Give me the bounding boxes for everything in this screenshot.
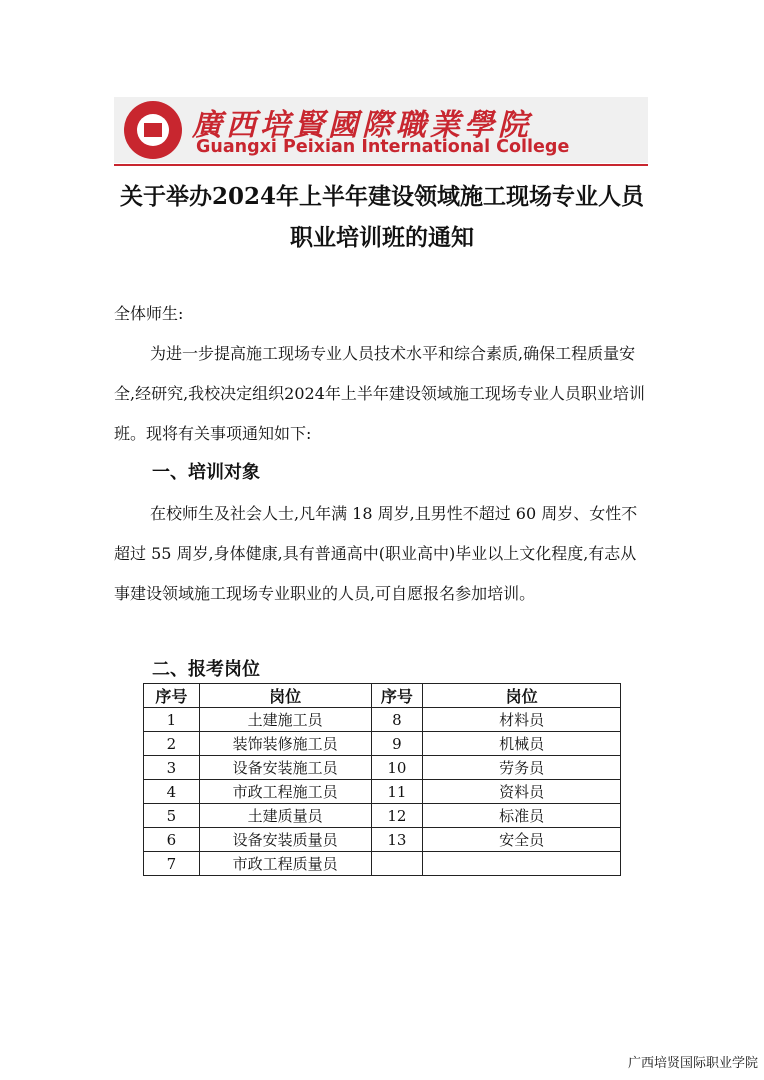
cell-position (423, 852, 621, 876)
cell-position: 土建质量员 (199, 804, 371, 828)
notice-title-line2: 职业培训班的通知 (290, 224, 474, 251)
column-header-position: 岗位 (199, 684, 371, 708)
cell-number: 9 (371, 732, 423, 756)
table-row (144, 804, 621, 828)
section-heading-training-targets: 一、培训对象 (152, 462, 260, 483)
cell-position: 机械员 (423, 732, 621, 756)
intro-paragraph: 为进一步提高施工现场专业人员技术水平和综合素质,确保工程质量安全,经研究,我校决定组织2024年上半年建设领域施工现场专业人员职业培训班。现将有关事项通知如下: (114, 344, 645, 443)
cell-number (371, 852, 423, 876)
cell-number: 13 (371, 828, 423, 852)
cell-number: 10 (371, 756, 423, 780)
table-row (144, 828, 621, 852)
college-name-en: Guangxi Peixian International College (196, 137, 570, 157)
college-seal-logo (124, 101, 182, 159)
cell-number: 6 (144, 828, 200, 852)
cell-number: 5 (144, 804, 200, 828)
table-row (144, 780, 621, 804)
cell-number: 12 (371, 804, 423, 828)
table-row (144, 756, 621, 780)
salutation: 全体师生: (114, 304, 184, 323)
cell-position: 安全员 (423, 828, 621, 852)
cell-position: 土建施工员 (199, 708, 371, 732)
footer-college-name: 广西培贤国际职业学院 (627, 1056, 758, 1071)
cell-number: 2 (144, 732, 200, 756)
cell-position: 设备安装施工员 (199, 756, 371, 780)
cell-number: 3 (144, 756, 200, 780)
positions-table (143, 683, 621, 876)
table-row (144, 708, 621, 732)
column-header-position: 岗位 (423, 684, 621, 708)
cell-position: 劳务员 (423, 756, 621, 780)
cell-position: 设备安装质量员 (199, 828, 371, 852)
column-header-number: 序号 (144, 684, 200, 708)
section-heading-positions: 二、报考岗位 (152, 659, 260, 680)
table-row (144, 732, 621, 756)
cell-number: 7 (144, 852, 200, 876)
cell-position: 资料员 (423, 780, 621, 804)
table-row (144, 852, 621, 876)
cell-number: 11 (371, 780, 423, 804)
notice-title-line1: 关于举办2024年上半年建设领域施工现场专业人员 (119, 183, 644, 210)
book-icon (144, 123, 162, 137)
training-targets-paragraph: 在校师生及社会人士,凡年满 18 周岁,且男性不超过 60 周岁、女性不超过 55 周岁,身体健康,具有普通高中(职业高中)毕业以上文化程度,有志从事建设领域施工现场专业职业的人员,可自愿报名参加培训。 (114, 504, 638, 603)
cell-number: 4 (144, 780, 200, 804)
column-header-number: 序号 (371, 684, 423, 708)
college-name-cn: 廣西培賢國際職業學院 (192, 108, 532, 143)
cell-number: 8 (371, 708, 423, 732)
cell-position: 市政工程施工员 (199, 780, 371, 804)
cell-position: 装饰装修施工员 (199, 732, 371, 756)
table-header-row (144, 684, 621, 708)
cell-position: 标准员 (423, 804, 621, 828)
letterhead-divider (114, 164, 648, 166)
cell-position: 市政工程质量员 (199, 852, 371, 876)
cell-position: 材料员 (423, 708, 621, 732)
cell-number: 1 (144, 708, 200, 732)
